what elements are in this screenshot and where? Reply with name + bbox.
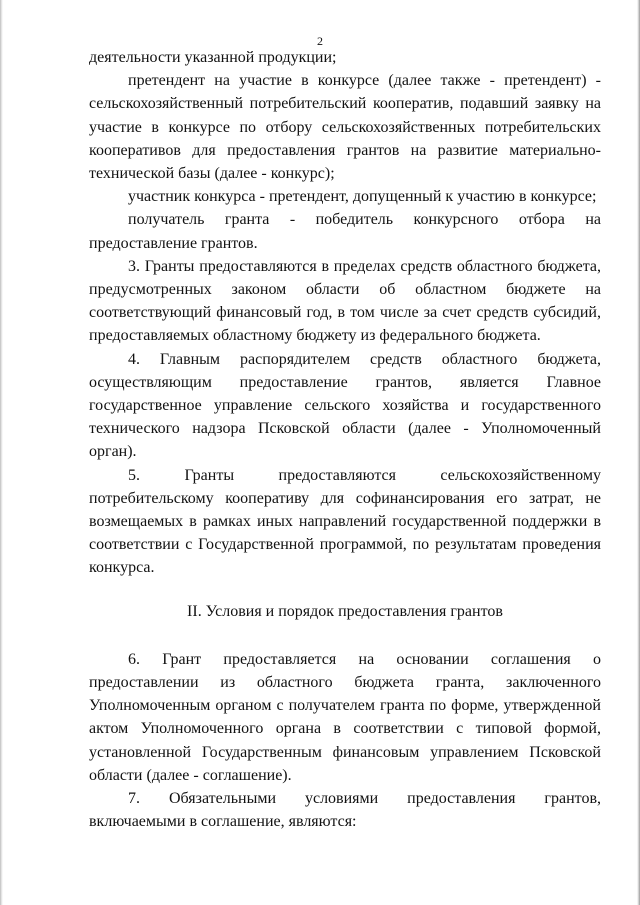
definition-applicant: претендент на участие в конкурсе (далее также - претендент) - сельскохозяйственный потребительский кооператив, подавший заявку на участие в конкурсе по отбору сельскохозяйственных потребительских кооперативов для предоставления грантов на развитие материально-технической базы (далее - конкурс); (89, 72, 601, 183)
definition-participant: участник конкурса - претендент, допущенный к участию в конкурсе; (128, 188, 597, 206)
document-body (89, 46, 601, 834)
clause-4: 4. Главным распорядителем средств областного бюджета, осуществляющим предоставление грантов, является Главное государственное управление сельского хозяйства и государственного технического надзора Псковской области (далее - Уполномоченный орган). (89, 350, 601, 461)
paragraph-continuation: деятельности указанной продукции; (89, 49, 337, 66)
scan-left-edge (0, 0, 3, 905)
clause-5: 5. Гранты предоставляются сельскохозяйственному потребительскому кооперативу для софинансирования его затрат, не возмещаемых в рамках иных направлений государственной поддержки в соответствии с Государственной программой, по результатам проведения конкурса. (89, 466, 601, 577)
definition-recipient: получатель гранта - победитель конкурсного отбора на предоставление грантов. (89, 211, 601, 252)
page-number: 2 (317, 34, 323, 48)
clause-7: 7. Обязательными условиями предоставления грантов, включаемыми в соглашение, являются: (89, 790, 601, 831)
clause-6: 6. Грант предоставляется на основании соглашения о предоставлении из областного бюджета гранта, заключенного Уполномоченным органом с получателем гранта по форме, утвержденной актом Уполномоченного органа в соответствии с типовой формой, установленной Государственным финансовым управлением Псковской области (далее - соглашение). (89, 650, 601, 784)
section-heading: II. Условия и порядок предоставления грантов (187, 602, 503, 620)
clause-3: 3. Гранты предоставляются в пределах средств областного бюджета, предусмотренных законом области об областном бюджете на соответствующий финансовый год, в том числе за счет средств субсидий, предоставляемых областному бюджету из федерального бюджета. (89, 257, 601, 345)
